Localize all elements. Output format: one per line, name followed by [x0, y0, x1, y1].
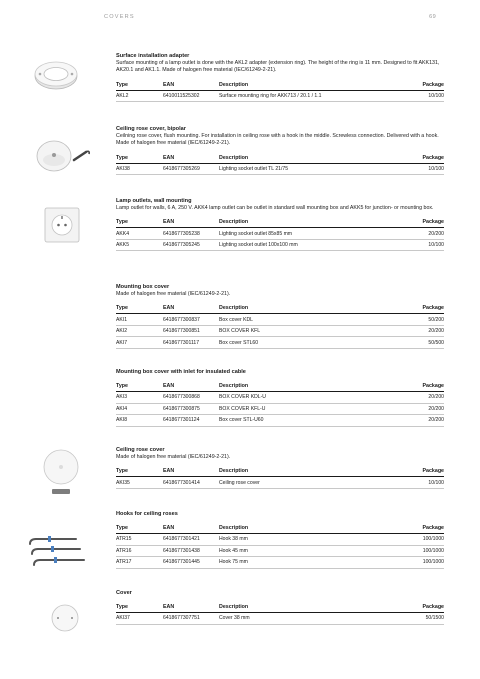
section-description: Lamp outlet for walls, 6 A, 250 V. AKK4 lamp outlet can be outlet in standard wall mounting box and AKK5 for junction- or mounting box. [116, 205, 434, 211]
column-header-ean: EAN [163, 524, 219, 534]
column-header-description: Description [219, 304, 379, 314]
table-row [116, 557, 444, 569]
column-header-type: Type [116, 382, 163, 392]
section-surface-installation-adapter [116, 53, 444, 102]
type-cell: AKI1 [116, 314, 163, 326]
package-cell: 20/200 [379, 392, 444, 404]
description-cell: Surface mounting ring for AKK713 / 20.1 / 1.1 [219, 90, 379, 102]
description-cell: Cover 38 mm [219, 613, 379, 625]
section-title: Surface installation adapter [116, 53, 190, 59]
column-header-ean: EAN [163, 467, 219, 477]
description-cell: Hook 38 mm [219, 534, 379, 546]
ean-cell: 6418677301445 [163, 557, 219, 569]
column-header-ean: EAN [163, 603, 219, 613]
table-header-row [116, 81, 444, 91]
cover-image [50, 603, 80, 633]
type-cell: AKI7 [116, 337, 163, 349]
column-header-ean: EAN [163, 382, 219, 392]
table-row [116, 392, 444, 404]
description-cell: BOX COVER KFL [219, 325, 379, 337]
package-cell: 50/200 [379, 314, 444, 326]
section-title: Mounting box cover [116, 284, 170, 290]
table-header-row [116, 467, 444, 477]
type-cell: AKK4 [116, 228, 163, 240]
ean-cell: 6418677300837 [163, 314, 219, 326]
ean-cell: 6418677301117 [163, 337, 219, 349]
table-row [116, 228, 444, 240]
product-table [116, 218, 444, 251]
description-cell: BOX COVER KDL-U [219, 392, 379, 404]
table-row [116, 477, 444, 489]
page-number: 69 [429, 14, 436, 20]
package-cell: 50/500 [379, 337, 444, 349]
column-header-description: Description [219, 382, 379, 392]
table-header-row [116, 382, 444, 392]
package-cell: 100/1000 [379, 534, 444, 546]
description-cell: Box cover STL-U60 [219, 415, 379, 427]
table-row [116, 613, 444, 625]
table-header-row [116, 218, 444, 228]
table-header-row [116, 524, 444, 534]
table-row [116, 403, 444, 415]
package-cell: 20/200 [379, 415, 444, 427]
table-row [116, 239, 444, 251]
page-header [104, 14, 436, 26]
product-table [116, 603, 444, 625]
section-mounting-box-cover [116, 284, 444, 349]
table-row [116, 314, 444, 326]
type-cell: ATR17 [116, 557, 163, 569]
ean-cell: 6418677300868 [163, 392, 219, 404]
description-cell: Lighting socket outlet 100x100 mm [219, 239, 379, 251]
package-cell: 10/100 [379, 477, 444, 489]
section-description: Made of halogen free material (IEC/61249-2-21). [116, 454, 231, 460]
section-hooks-for-ceiling-roses [116, 511, 444, 569]
column-header-package: Package [379, 218, 444, 228]
ean-cell: 6418677301438 [163, 545, 219, 557]
column-header-description: Description [219, 467, 379, 477]
section-title: Hooks for ceiling roses [116, 511, 178, 517]
ean-cell: 6418677301414 [163, 477, 219, 489]
description-cell: Box cover STL60 [219, 337, 379, 349]
column-header-type: Type [116, 154, 163, 164]
section-mounting-box-cover-inlet [116, 369, 444, 427]
section-description: Made of halogen free material (IEC/61249-2-21). [116, 291, 231, 297]
column-header-ean: EAN [163, 218, 219, 228]
section-title: Cover [116, 590, 132, 596]
type-cell: AKI3 [116, 392, 163, 404]
column-header-ean: EAN [163, 81, 219, 91]
table-row [116, 534, 444, 546]
ean-cell: 6418677300851 [163, 325, 219, 337]
type-cell: ATR15 [116, 534, 163, 546]
table-row [116, 337, 444, 349]
package-cell: 20/200 [379, 228, 444, 240]
column-header-type: Type [116, 467, 163, 477]
type-cell: AKK5 [116, 239, 163, 251]
wall-lamp-outlet-image [44, 207, 80, 243]
ean-cell: 6418677301421 [163, 534, 219, 546]
table-row [116, 545, 444, 557]
section-cover [116, 590, 444, 625]
section-title: Ceiling rose cover [116, 447, 165, 453]
description-cell: Lighting socket outlet 85x85 mm [219, 228, 379, 240]
column-header-description: Description [219, 603, 379, 613]
column-header-description: Description [219, 154, 379, 164]
table-header-row [116, 154, 444, 164]
product-table [116, 81, 444, 103]
description-cell: BOX COVER KFL-U [219, 403, 379, 415]
section-title: Mounting box cover with inlet for insulated cable [116, 369, 246, 375]
table-row [116, 415, 444, 427]
product-table [116, 524, 444, 569]
product-table [116, 382, 444, 427]
column-header-description: Description [219, 524, 379, 534]
column-header-package: Package [379, 154, 444, 164]
description-cell: Lighting socket outlet TL 21/75 [219, 163, 379, 175]
column-header-description: Description [219, 81, 379, 91]
package-cell: 100/1000 [379, 557, 444, 569]
product-table [116, 304, 444, 349]
type-cell: AKI8 [116, 415, 163, 427]
column-header-package: Package [379, 382, 444, 392]
section-lamp-outlets-wall-mounting [116, 198, 444, 251]
description-cell: Hook 45 mm [219, 545, 379, 557]
product-table [116, 467, 444, 489]
section-description: Surface mounting of a lamp outlet is done with the AKL2 adapter (extension ring). The height of the ring is 11 mm. Designed to fit AKK131, AK20.1 and AK1.1. Made of halogen free material (IEC/61249-2-21). [116, 60, 440, 74]
package-cell: 50/1500 [379, 613, 444, 625]
column-header-package: Package [379, 603, 444, 613]
table-header-row [116, 304, 444, 314]
column-header-ean: EAN [163, 154, 219, 164]
column-header-type: Type [116, 81, 163, 91]
type-cell: AKI35 [116, 477, 163, 489]
column-header-type: Type [116, 603, 163, 613]
ean-cell: 6418677301124 [163, 415, 219, 427]
column-header-ean: EAN [163, 304, 219, 314]
type-cell: AKL2 [116, 90, 163, 102]
ean-cell: 6418677305245 [163, 239, 219, 251]
column-header-type: Type [116, 304, 163, 314]
column-header-type: Type [116, 524, 163, 534]
type-cell: AKI4 [116, 403, 163, 415]
type-cell: ATR16 [116, 545, 163, 557]
ean-cell: 6410011525302 [163, 90, 219, 102]
package-cell: 10/100 [379, 239, 444, 251]
package-cell: 100/1000 [379, 545, 444, 557]
ean-cell: 6418677305269 [163, 163, 219, 175]
description-cell: Box cover KDL [219, 314, 379, 326]
type-cell: AKI2 [116, 325, 163, 337]
table-row [116, 90, 444, 102]
type-cell: AKI38 [116, 163, 163, 175]
package-cell: 10/100 [379, 90, 444, 102]
table-row [116, 163, 444, 175]
adapter-ring-image [32, 58, 80, 92]
column-header-package: Package [379, 81, 444, 91]
package-cell: 20/200 [379, 403, 444, 415]
ceiling-rose-cover-image [42, 448, 80, 498]
package-cell: 10/100 [379, 163, 444, 175]
package-cell: 20/200 [379, 325, 444, 337]
type-cell: AKI37 [116, 613, 163, 625]
ceiling-hooks-image [26, 533, 88, 569]
product-table [116, 154, 444, 176]
ceiling-rose-bipolar-image [34, 134, 96, 174]
ean-cell: 6418677300875 [163, 403, 219, 415]
ean-cell: 6418677307751 [163, 613, 219, 625]
section-ceiling-rose-cover-bipolar [116, 126, 444, 175]
table-row [116, 325, 444, 337]
section-description: Ceilning rose cover, flush mounting. For installation in ceiling rose with a hook in the middle. Screwless connection. Delivered with a hook. Made of halogen free material (IEC/61249-2-21). [116, 133, 439, 147]
section-ceiling-rose-cover [116, 447, 444, 489]
column-header-package: Package [379, 304, 444, 314]
description-cell: Hook 75 mm [219, 557, 379, 569]
catalog-section-title: COVERS [104, 14, 135, 20]
column-header-description: Description [219, 218, 379, 228]
section-title: Ceiling rose cover, bipolar [116, 126, 186, 132]
section-title: Lamp outlets, wall mounting [116, 198, 192, 204]
ean-cell: 6418677305238 [163, 228, 219, 240]
column-header-type: Type [116, 218, 163, 228]
column-header-package: Package [379, 467, 444, 477]
column-header-package: Package [379, 524, 444, 534]
table-header-row [116, 603, 444, 613]
description-cell: Ceiling rose cover [219, 477, 379, 489]
